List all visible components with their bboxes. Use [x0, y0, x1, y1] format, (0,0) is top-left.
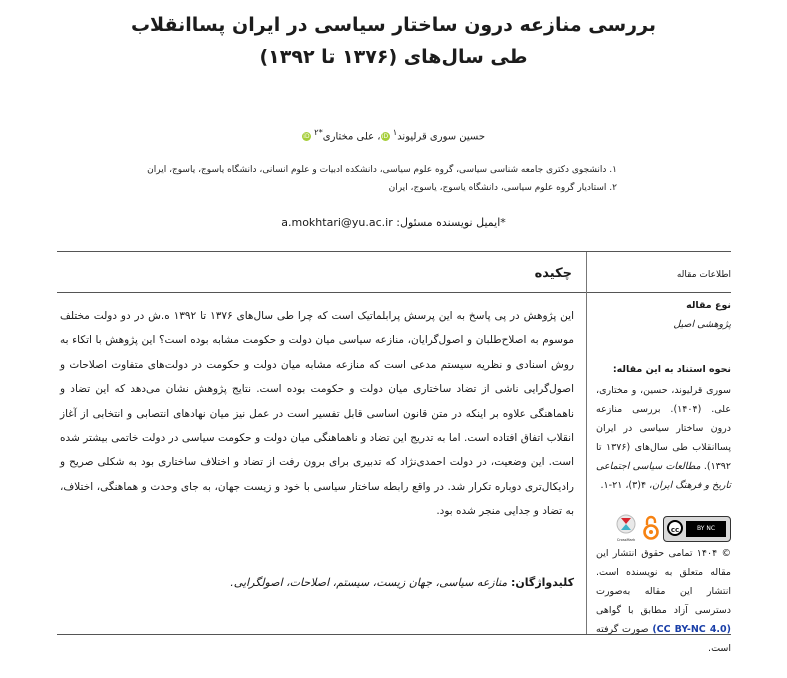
article-info-heading: اطلاعات مقاله — [676, 270, 731, 280]
cc-license-link[interactable]: (CC BY-NC 4.0) — [652, 624, 731, 635]
authors-line — [0, 127, 787, 142]
article-type-value: پژوهشی اصیل — [673, 319, 731, 330]
corresponding-email-line — [0, 216, 787, 229]
keywords-label: کلیدواژگان: — [507, 576, 574, 589]
crossmark-text: CrossMark — [616, 538, 636, 542]
email-label: *ایمیل نویسنده مسئول: — [392, 216, 506, 229]
column-divider — [586, 252, 587, 634]
cc-by-nc-label: BY NC — [686, 521, 726, 537]
author-2-affiliation-mark: *۲ — [314, 127, 323, 137]
license-badges — [596, 514, 731, 544]
citation-volume: ، ۴(۳)، ۲۱-۱. — [600, 480, 653, 491]
abstract-heading: چکیده — [534, 266, 572, 281]
cc-license-badge[interactable] — [663, 516, 731, 542]
orcid-icon[interactable]: iD — [381, 132, 389, 140]
article-title-line2: طی سال‌های (۱۳۷۶ تا ۱۳۹۲) — [259, 46, 528, 68]
article-type-block — [596, 300, 731, 330]
divider-top — [57, 251, 731, 252]
crossmark-logo-icon — [615, 514, 637, 540]
keywords-line — [60, 576, 574, 589]
citation-label: نحوه استناد به این مقاله: — [612, 364, 731, 375]
citation-block — [596, 360, 731, 495]
article-type-label: نوع مقاله — [686, 300, 731, 311]
author-2-name[interactable]: علی مختاری — [322, 131, 375, 143]
citation-body: سوری قرلیوند، حسین، و مختاری، علی. (۱۴۰۴). بررسی منازعه درون ساختار سیاسی در ایران پساانقلاب طی سال‌های (۱۳۷۶ تا ۱۳۹۲). — [596, 385, 731, 472]
citation-journal: مطالعات سیاسی اجتماعی تاریخ و فرهنگ ایران — [596, 461, 731, 491]
author-separator: ، — [374, 131, 381, 143]
article-title-line1: بررسی منازعه درون ساختار سیاسی در ایران پساانقلاب — [130, 14, 657, 36]
crossmark-icon[interactable] — [615, 514, 637, 540]
affiliation-2: ۲. استادیار گروه علوم سیاسی، دانشگاه یاسوج، یاسوج، ایران — [388, 183, 617, 193]
open-access-icon — [643, 514, 659, 540]
divider-header — [57, 292, 731, 293]
keywords-value: منازعه سیاسی، جهان زیست، سیستم، اصلاحات، اصولگرایی. — [230, 576, 508, 589]
affiliation-1: ۱. دانشجوی دکتری جامعه شناسی سیاسی، گروه علوم سیاسی، دانشکده ادبیات و علوم انسانی، دانشگاه یاسوج، یاسوج، ایران — [147, 165, 617, 175]
orcid-icon[interactable]: iD — [303, 132, 310, 140]
cc-logo-icon: cc — [667, 520, 683, 536]
author-1-affiliation-mark: ۱ — [392, 127, 398, 137]
email-address-link[interactable]: a.mokhtari@yu.ac.ir — [281, 216, 393, 229]
abstract-body: این پژوهش در پی پاسخ به این پرسش پرابلماتیک است که چرا طی سال‌های ۱۳۷۶ تا ۱۳۹۲ ه.ش در دو دولت مختلف موسوم به اصلاح‌طلبان و اصول‌گرایان، منازعه سیاسی میان دولت و حکومت مشابه بوده است؟ این پژوهش با اتکاء به روش اسنادی و نظریه سیستم مدعی است که منازعه مشابه میان دولت و حکومت در دولت‌های متفاوت اصلاحات و اصول‌گرایی ناشی از تضاد ساختاری میان دولت و حکومت بوده است. نتایج پژوهش نشان می‌دهد که این تضاد و ناهماهنگی علاوه بر اینکه در متن قانون اساسی قابل تفسیر است در عمل نیز میان نهادهای انتصابی و انتخابی از آغاز انقلاب اتفاق افتاده است. اما به تدریج این تضاد و ناهماهنگی میان دولت و حکومت سیاسی در دولت خاتمی بیشتر شده است. این وضعیت، در دولت احمدی‌نژاد که تدبیری برای برون رفت از تضاد و اختلاف ساختاری بود به شکلی صریح و رادیکال‌تری دوباره تکرار شد. در واقع رابطه ساختار سیاسی با خود و زیست جهان، به جای وحدت و هماهنگی، اختلاف، به تضاد و جدایی منجر شده بود. — [60, 310, 574, 518]
copyright-block — [596, 544, 731, 658]
copyright-text: © ۱۴۰۴ تمامی حقوق انتشار این مقاله متعلق به نویسنده است. انتشار این مقاله به‌صورت دسترسی آزاد مطابق با گواهی — [596, 548, 731, 616]
copyright-tail: صورت گرفته است. — [596, 624, 731, 654]
citation-text — [596, 381, 731, 495]
author-1-name[interactable]: حسین سوری قرلیوند — [397, 131, 486, 143]
